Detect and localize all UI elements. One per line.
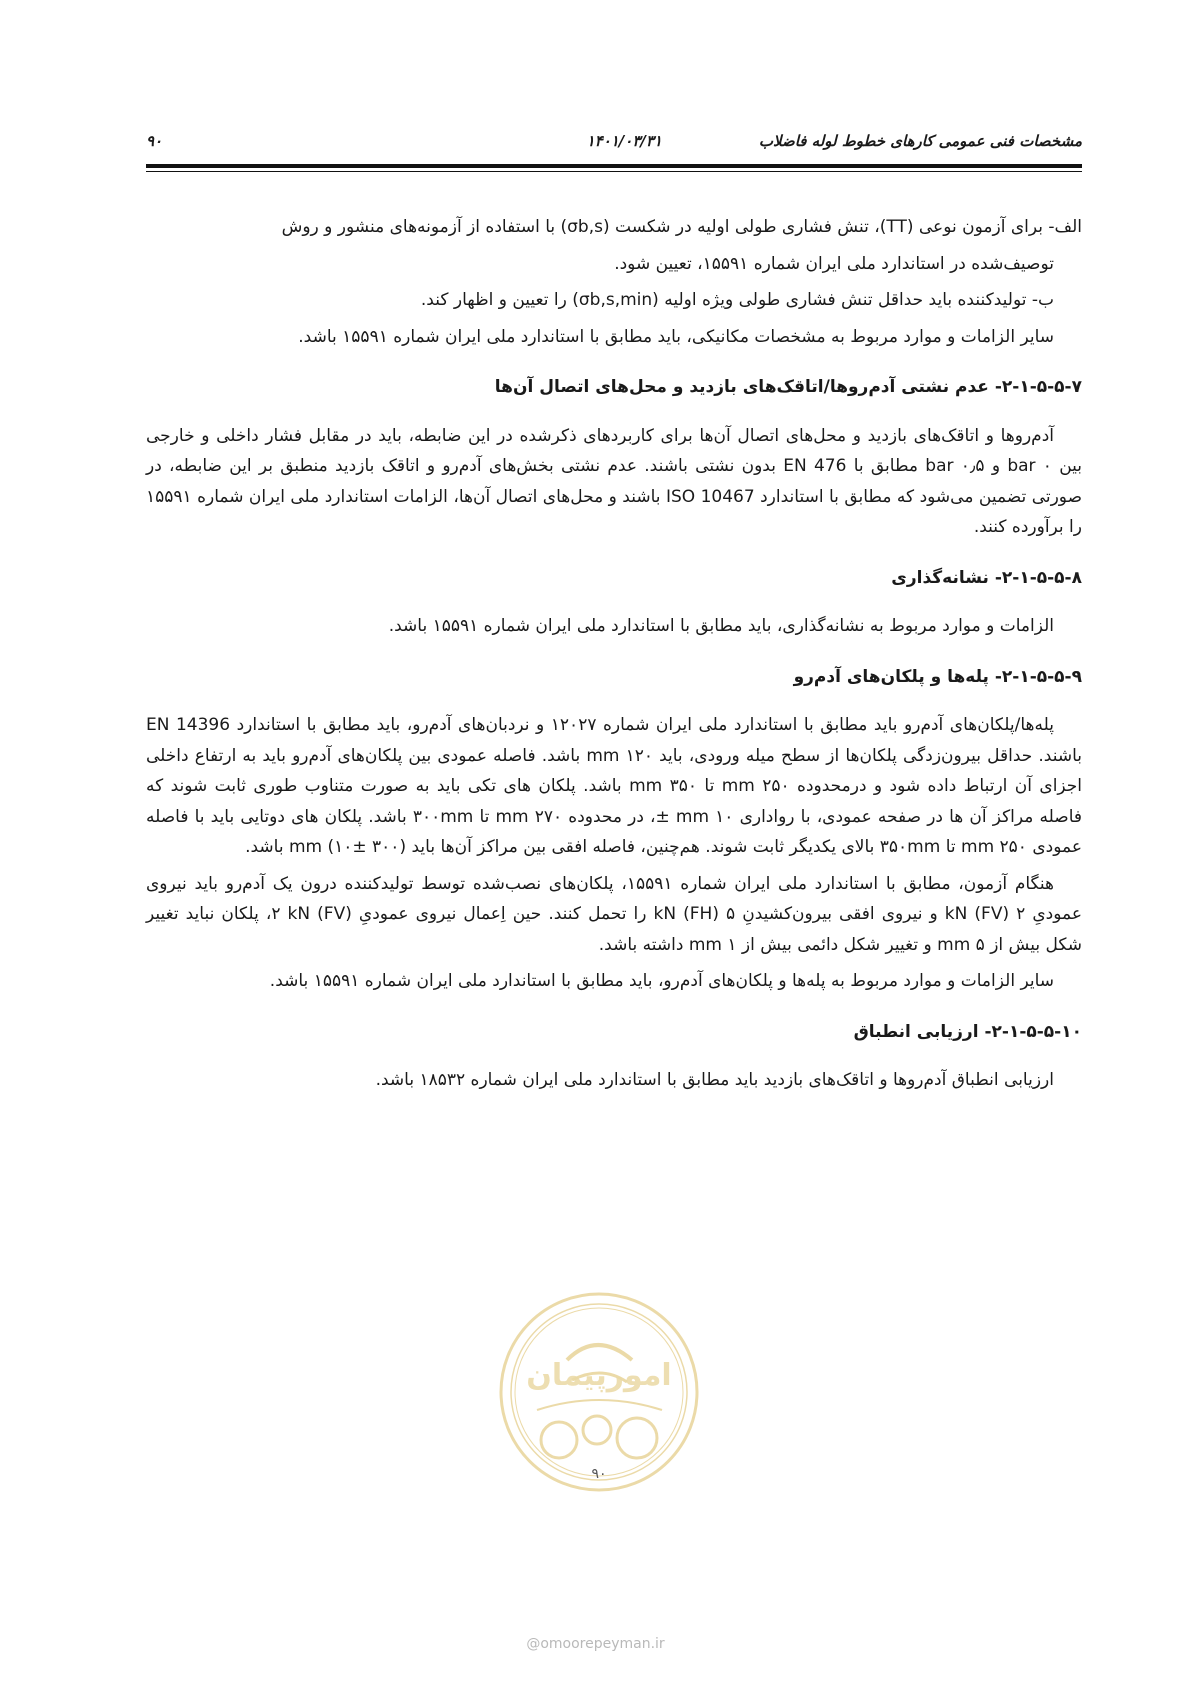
section-paragraph: الزامات و موارد مربوط به نشانه‌گذاری، باید مطابق با استاندارد ملی ایران شماره ۱۵۵۹۱ باشد. xyxy=(388,616,1054,636)
document-title: مشخصات فنی عمومی کارهای خطوط لوله فاضلاب xyxy=(758,132,1082,150)
watermark-seal xyxy=(497,1290,702,1495)
section-paragraph: پله‌ها/پلکان‌های آدم‌رو باید مطابق با استاندارد ملی ایران شماره ۱۲۰۲۷ و نردبان‌های آدم‌رو، باید مطابق با استاندارد EN 14396 باشند. حداقل بیرون‌زدگی پلکان‌ها از سطح میله ورودی، باید ۱۲۰ mm باشد. فاصله عمودی بین پلکان‌های آدم‌رو باید به ارتفاع داخلی اجزای آن ارتباط داده شود و درمحدوده ۲۵۰ mm تا ۳۵۰ mm باشد. پلکان های تکی باید به صورت متناوب طوری ثابت شوند که فاصله مراکز آن ها در صفحه عمودی، با رواداری ۱۰ mm ±، در محدوده ۲۷۰ mm تا ۳۰۰mm باشد. پلکان های دوتایی باید با فاصله عمودی ۲۵۰ mm تا ۳۵۰mm بالای یکدیگر ثابت شوند. هم‌چنین، فاصله افقی بین مراکز آن‌ها باید mm (۱۰± ۳۰۰) باشد. xyxy=(146,715,1083,857)
section-heading: ۲-۱-۵-۵-۱۰- ارزیابی انطباق xyxy=(853,1021,1082,1042)
page-body xyxy=(146,212,1082,1102)
header-page-number: ۹۰ xyxy=(146,132,163,150)
section-paragraph: ارزیابی انطباق آدم‌روها و اتاقک‌های بازدید باید مطابق با استاندارد ملی ایران شماره ۱۸۵۳۲ باشد. xyxy=(375,1070,1054,1090)
section-heading: ۲-۱-۵-۵-۸- نشانه‌گذاری xyxy=(891,567,1082,588)
page-header xyxy=(146,132,1082,160)
item-a-line2: توصیف‌شده در استاندارد ملی ایران شماره ۱۵۵۹۱، تعیین شود. xyxy=(614,253,1054,274)
section-paragraph: هنگام آزمون، مطابق با استاندارد ملی ایران شماره ۱۵۵۹۱، پلکان‌های نصب‌شده توسط تولیدکننده درون یک آدم‌رو باید نیروی عمودیِ ۲ kN (FV) و نیروی افقی بیرون‌کشیدنِ ۵ kN (FH) را تحمل کنند. حین اِعمال نیروی عمودیِ (FV) ۲ kN، پلکان نباید تغییر شکل بیش از ۵ mm و تغییر شکل دائمی بیش از ۱ mm داشته باشد. xyxy=(146,873,1082,955)
item-b: ب- تولیدکننده باید حداقل تنش فشاری طولی ویژه اولیه (σb,s,min) را تعیین و اظهار کند. xyxy=(420,290,1054,310)
section-paragraph: آدم‌روها و اتاقک‌های بازدید و محل‌های اتصال آن‌ها برای کاربردهای ذکرشده در این ضابطه، باید در مقابل فشار داخلی و خارجی بین ۰ bar و ۰٫۵ bar مطابق با EN 476 بدون نشتی باشند. عدم نشتی بخش‌های آدم‌رو و اتاقک بازدید منطبق بر این ضابطه، در صورتی تضمین می‌شود که مطابق با استاندارد ISO 10467 باشند و محل‌های اتصال آن‌ها، الزامات استاندارد ملی ایران شماره ۱۵۵۹۱ را برآورده کنند. xyxy=(146,425,1083,537)
seal-page-number: ۹۰ xyxy=(591,1466,607,1482)
seal-icon xyxy=(497,1290,702,1495)
header-rule xyxy=(146,164,1082,168)
section-heading: ۲-۱-۵-۵-۷- عدم نشتی آدم‌روها/اتاقک‌های بازدید و محل‌های اتصال آن‌ها xyxy=(494,377,1082,397)
section-paragraph: سایر الزامات و موارد مربوط به پله‌ها و پلکان‌های آدم‌رو، باید مطابق با استاندارد ملی ایران شماره ۱۵۵۹۱ باشد. xyxy=(269,971,1054,991)
seal-text: امورپیمان xyxy=(526,1358,672,1393)
header-rule-thin xyxy=(146,171,1082,172)
header-date: ۱۴۰۱/۰۳/۳۱ xyxy=(586,132,662,150)
footer-url: @omoorepeyman.ir xyxy=(526,1636,665,1652)
intro-other: سایر الزامات و موارد مربوط به مشخصات مکانیکی، باید مطابق با استاندارد ملی ایران شماره ۱۵۵۹۱ باشد. xyxy=(298,326,1054,347)
section-heading: ۲-۱-۵-۵-۹- پله‌ها و پلکان‌های آدم‌رو xyxy=(793,666,1082,687)
item-a-line1: الف- برای آزمون نوعی (TT)، تنش فشاری طولی اولیه در شکست (σb,s) با استفاده از آزمونه‌های منشور و روش xyxy=(281,217,1082,237)
